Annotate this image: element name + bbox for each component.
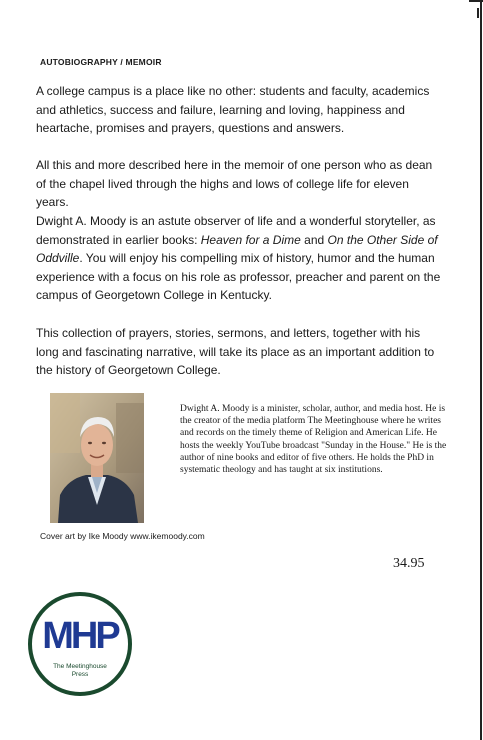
blurb-paragraph-3 bbox=[36, 212, 444, 305]
logo-letters: MHP bbox=[42, 615, 118, 657]
logo-line-1: The Meetinghouse bbox=[53, 663, 107, 670]
blurb-paragraph-1: A college campus is a place like no other: students and faculty, academics and athletics, success and failure, learning and loving, happiness and heartache, promises and prayers, questions and answers. bbox=[36, 84, 430, 135]
author-bio: Dwight A. Moody is a minister, scholar, author, and media host. He is the creator of the media platform The Meetinghouse where he writes and records on the timely theme of Religion and American Life. He hosts the weekly YouTube broadcast "Sunday in the House." He is the author of nine books and editor of five others. He holds the PhD in systematic theology and has taught at six institutions. bbox=[180, 404, 447, 476]
meetinghouse-press-logo-icon bbox=[27, 591, 133, 697]
price: 34.95 bbox=[393, 556, 425, 571]
blurb-paragraph-4: This collection of prayers, stories, sermons, and letters, together with his long and fascinating narrative, will take its place as an important addition to the history of Georgetown College. bbox=[36, 326, 435, 377]
page-edge-corner bbox=[469, 0, 483, 2]
crop-mark bbox=[477, 8, 479, 18]
author-photo bbox=[50, 393, 144, 523]
blurb-text: . You will enjoy his compelling mix of history, humor and the human experience with a focus on his role as professor, preacher and parent on the campus of Georgetown College in Kentucky. bbox=[36, 251, 441, 302]
cover-art-credit: Cover art by Ike Moody www.ikemoody.com bbox=[40, 531, 205, 541]
publisher-logo bbox=[27, 591, 133, 697]
author-portrait-image bbox=[50, 393, 144, 523]
book-title-heaven-for-a-dime: Heaven for a Dime bbox=[200, 232, 301, 247]
blurb-text: Dwight A. Moody is an astute observer of life and a wonderful storyteller, as demonstrated in earlier books: bbox=[36, 214, 436, 247]
blurb-text: and bbox=[300, 232, 328, 247]
book-title-other-side-of-oddville: On the Other Side of Oddville bbox=[36, 232, 438, 265]
genre-label: AUTOBIOGRAPHY / MEMOIR bbox=[40, 57, 162, 67]
page-edge-line bbox=[480, 0, 482, 740]
logo-line-2: Press bbox=[71, 671, 89, 678]
blurb-paragraph-2: All this and more described here in the memoir of one person who as dean of the chapel lived through the highs and lows of college life for eleven years. bbox=[36, 158, 433, 209]
